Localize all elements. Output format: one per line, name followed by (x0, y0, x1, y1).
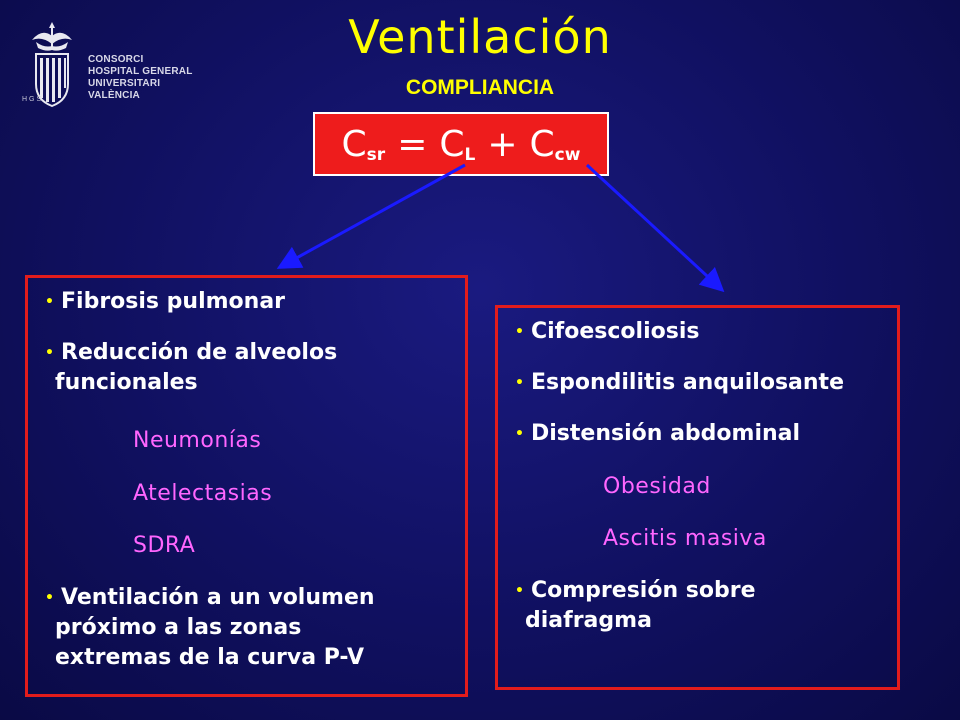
formula-term1: C (439, 123, 465, 165)
logo-line-1: CONSORCI (88, 54, 144, 65)
arrow-left (282, 165, 465, 266)
lung-compliance-box (25, 275, 468, 697)
formula-lhs: C (341, 123, 367, 165)
item-text-line-2: próximo a las zonas (55, 615, 302, 640)
item-text-line-1: Compresión sobre (531, 578, 756, 603)
bullet-icon: • (515, 426, 524, 442)
list-item (45, 287, 286, 317)
list-item (45, 583, 456, 673)
item-text: Cifoescoliosis (531, 319, 700, 344)
sub-item: Neumonías (133, 428, 262, 453)
bullet-icon: • (45, 294, 54, 310)
list-item (515, 368, 844, 398)
sub-item: Ascitis masiva (603, 526, 767, 551)
slide-title: Ventilación (348, 10, 612, 64)
slide-subtitle: COMPLIANCIA (405, 76, 555, 99)
list-item (515, 317, 700, 347)
item-text-line-2: funcionales (55, 370, 198, 395)
logo-mark: HGS (22, 96, 44, 103)
list-item (515, 419, 801, 449)
formula-term2: C (529, 123, 555, 165)
arrow-right (587, 165, 720, 288)
item-text-line-2: diafragma (525, 608, 652, 633)
bullet-icon: • (515, 324, 524, 340)
formula-lhs-sub: sr (366, 144, 386, 165)
chest-wall-compliance-box (495, 305, 900, 690)
item-text-line-1: Reducción de alveolos (61, 340, 338, 365)
item-text: Distensión abdominal (531, 421, 801, 446)
sub-item: SDRA (133, 533, 196, 558)
formula-equals: = (397, 123, 428, 165)
logo-line-3: UNIVERSITARI (88, 78, 161, 89)
sub-item: Obesidad (603, 474, 711, 499)
bullet-icon: • (515, 375, 524, 391)
item-text: Espondilitis anquilosante (531, 370, 844, 395)
bullet-icon: • (45, 590, 54, 606)
item-text-line-3: extremas de la curva P-V (55, 645, 364, 670)
logo-line-2: HOSPITAL GENERAL (88, 66, 193, 77)
item-text: Fibrosis pulmonar (61, 289, 286, 314)
list-item (515, 576, 756, 636)
item-text-line-1: Ventilación a un volumen (61, 585, 375, 610)
formula-term2-sub: cw (554, 144, 581, 165)
formula-term1-sub: L (464, 144, 476, 165)
bullet-icon: • (515, 583, 524, 599)
formula-plus: + (487, 123, 518, 165)
sub-item: Atelectasias (133, 481, 273, 506)
logo-line-4: VALÈNCIA (88, 90, 140, 101)
list-item (45, 338, 456, 398)
bullet-icon: • (45, 345, 54, 361)
